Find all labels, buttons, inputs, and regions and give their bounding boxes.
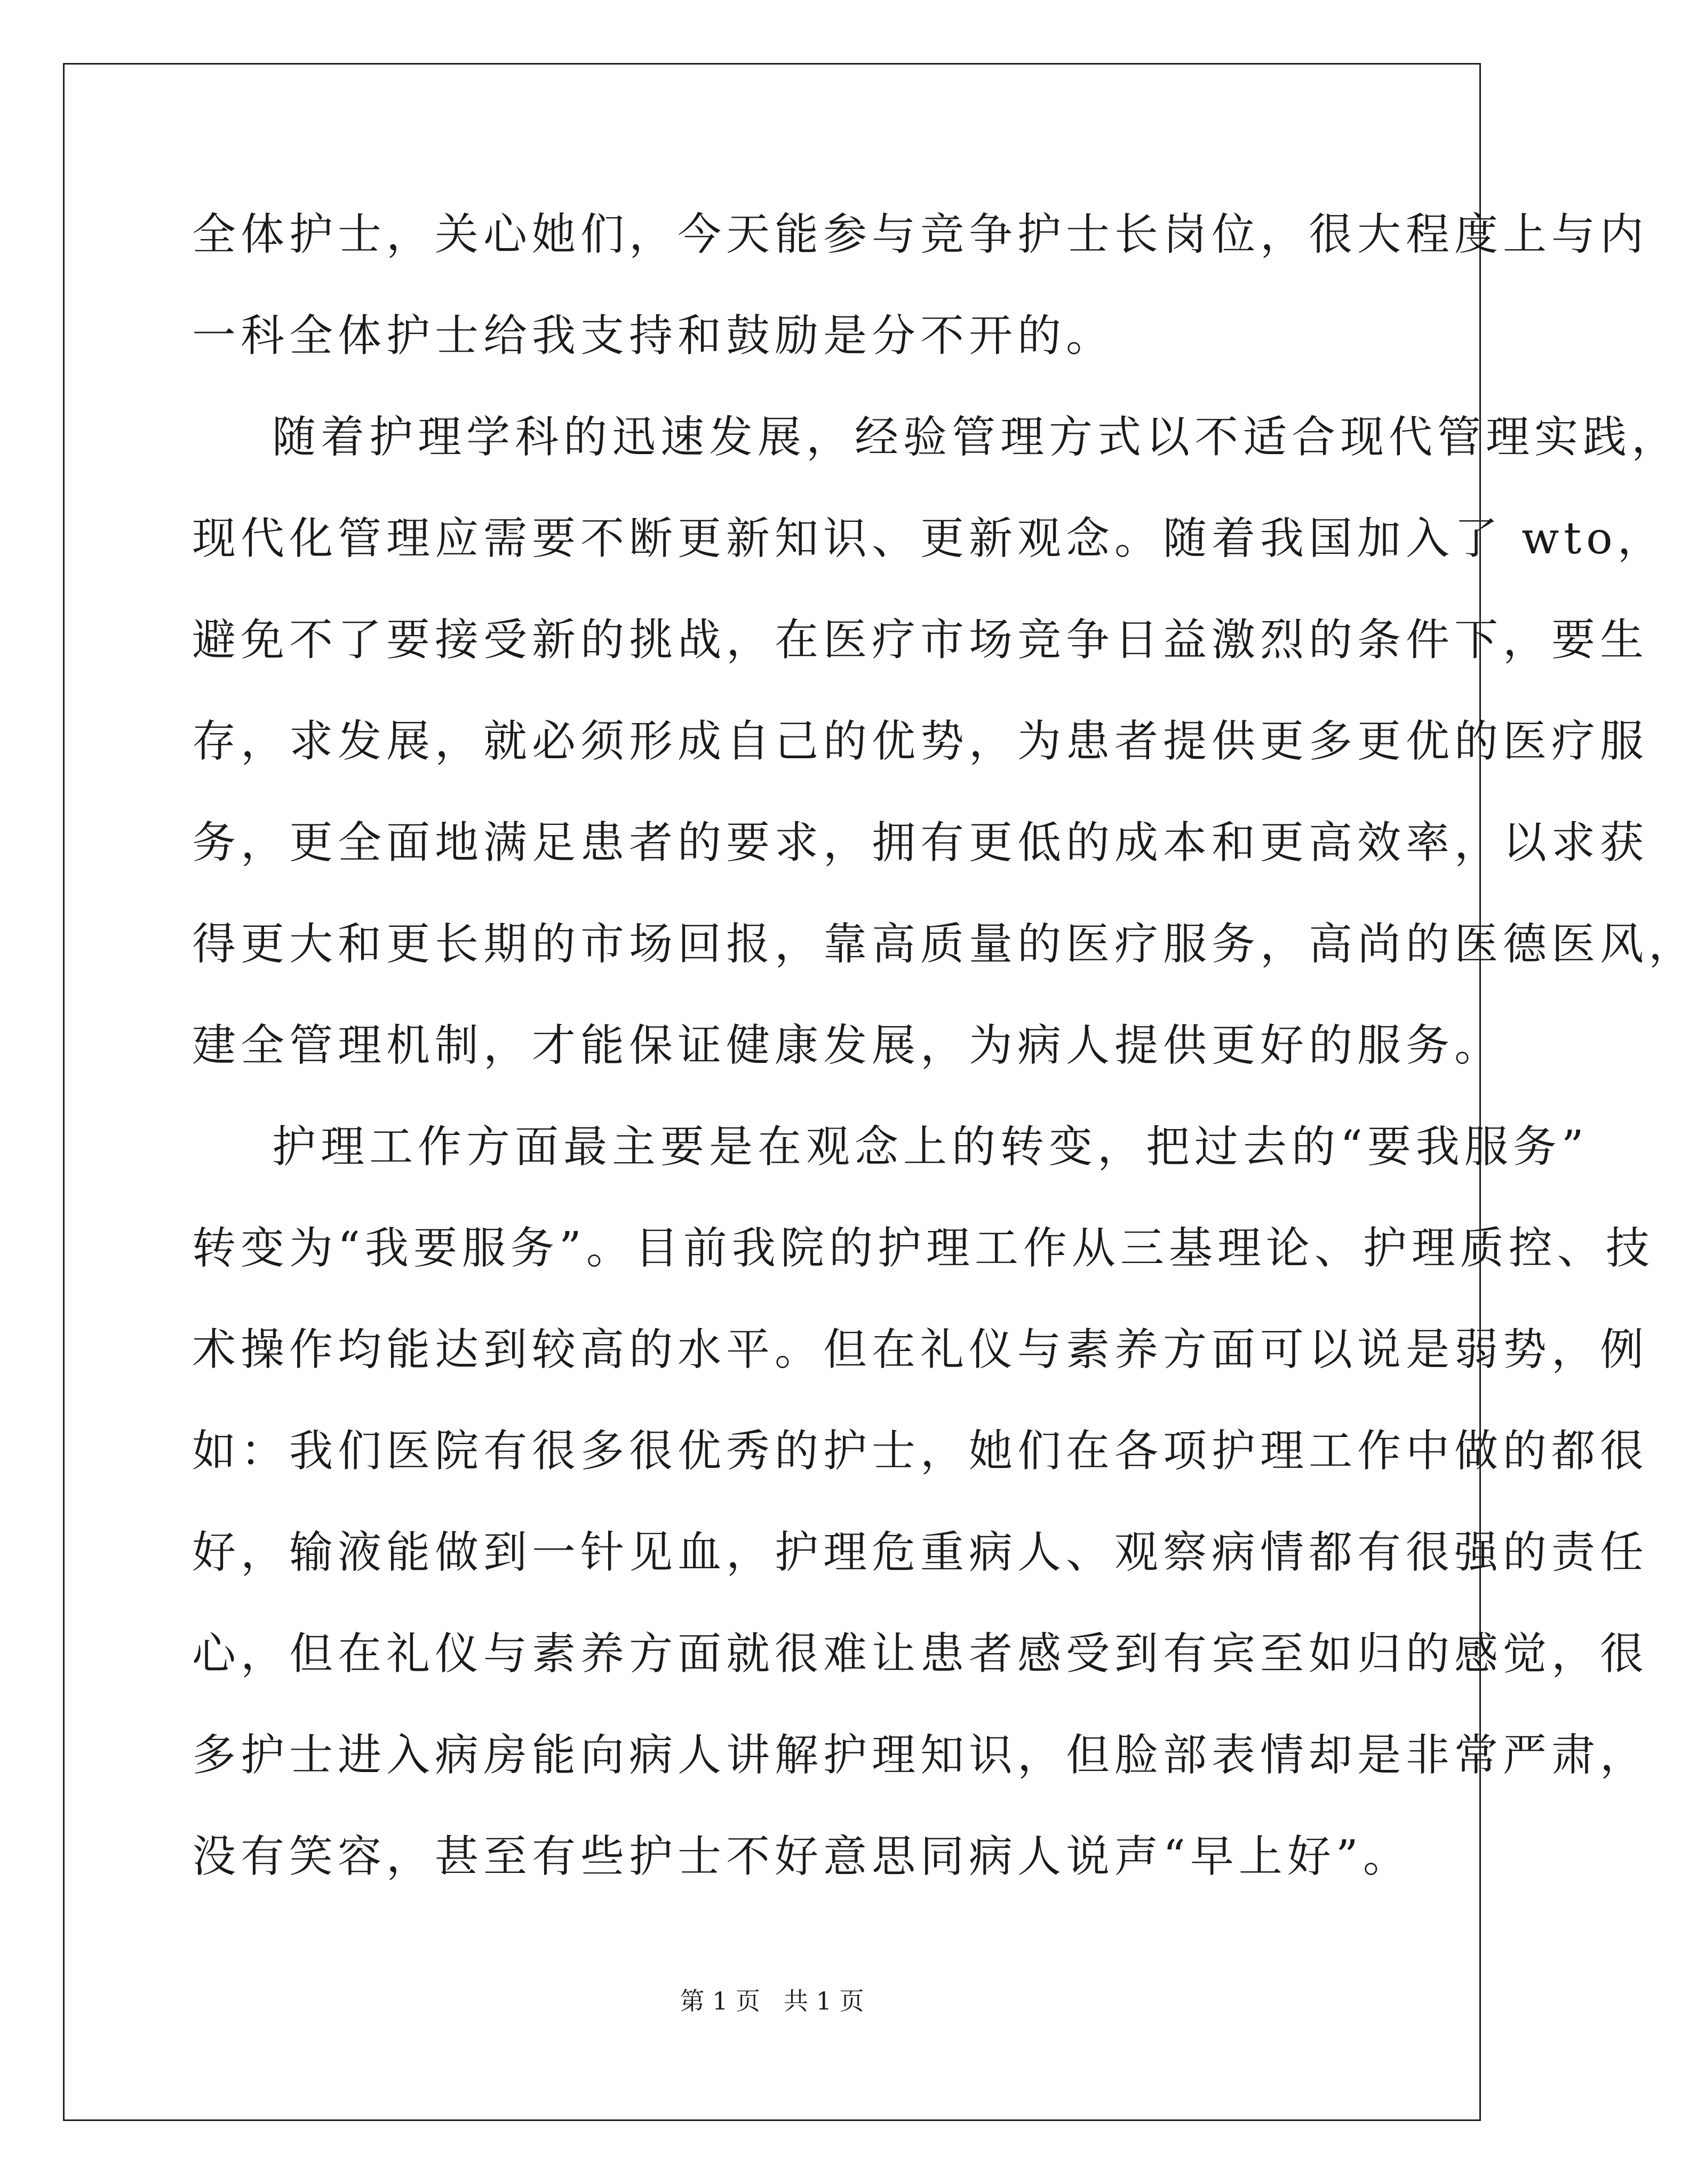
page-footer (0, 1985, 1544, 2017)
text-line: 术操作均能达到较高的水平。但在礼仪与素养方面可以说是弱势，例 (192, 1324, 1649, 1375)
text-line: 务，更全面地满足患者的要求，拥有更低的成本和更高效率，以求获 (192, 817, 1649, 868)
paragraph-start-line: 随着护理学科的迅速发展，经验管理方式以不适合现代管理实践， (272, 412, 1680, 463)
page-number-current: 第 1 页 (680, 1987, 760, 2015)
text-line: 得更大和更长期的市场回报，靠高质量的医疗服务，高尚的医德医风， (192, 919, 1697, 970)
page-border (63, 63, 1481, 2121)
text-line: 转变为“我要服务”。目前我院的护理工作从三基理论、护理质控、技 (192, 1223, 1654, 1274)
text-line: 一科全体护士给我支持和鼓励是分不开的。 (192, 311, 1115, 361)
text-line: 存，求发展，就必须形成自己的优势，为患者提供更多更优的医疗服 (192, 716, 1649, 767)
text-line: 没有笑容，甚至有些护士不好意思同病人说声“早上好”。 (192, 1831, 1412, 1882)
text-line: 好，输液能做到一针见血，护理危重病人、观察病情都有很强的责任 (192, 1527, 1649, 1578)
text-line: 全体护士，关心她们，今天能参与竞争护士长岗位，很大程度上与内 (192, 209, 1649, 260)
text-line: 现代化管理应需要不断更新知识、更新观念。随着我国加入了 wto， (192, 513, 1666, 564)
text-line: 心，但在礼仪与素养方面就很难让患者感受到有宾至如归的感觉，很 (192, 1629, 1649, 1679)
text-line: 多护士进入病房能向病人讲解护理知识，但脸部表情却是非常严肃， (192, 1730, 1649, 1781)
text-line: 避免不了要接受新的挑战，在医疗市场竞争日益激烈的条件下，要生 (192, 615, 1649, 665)
paragraph-start-line: 护理工作方面最主要是在观念上的转变，把过去的“要我服务” (272, 1122, 1589, 1172)
page-number-total: 共 1 页 (784, 1987, 864, 2015)
text-line: 如：我们医院有很多很优秀的护士，她们在各项护理工作中做的都很 (192, 1426, 1649, 1476)
text-line: 建全管理机制，才能保证健康发展，为病人提供更好的服务。 (192, 1020, 1503, 1071)
